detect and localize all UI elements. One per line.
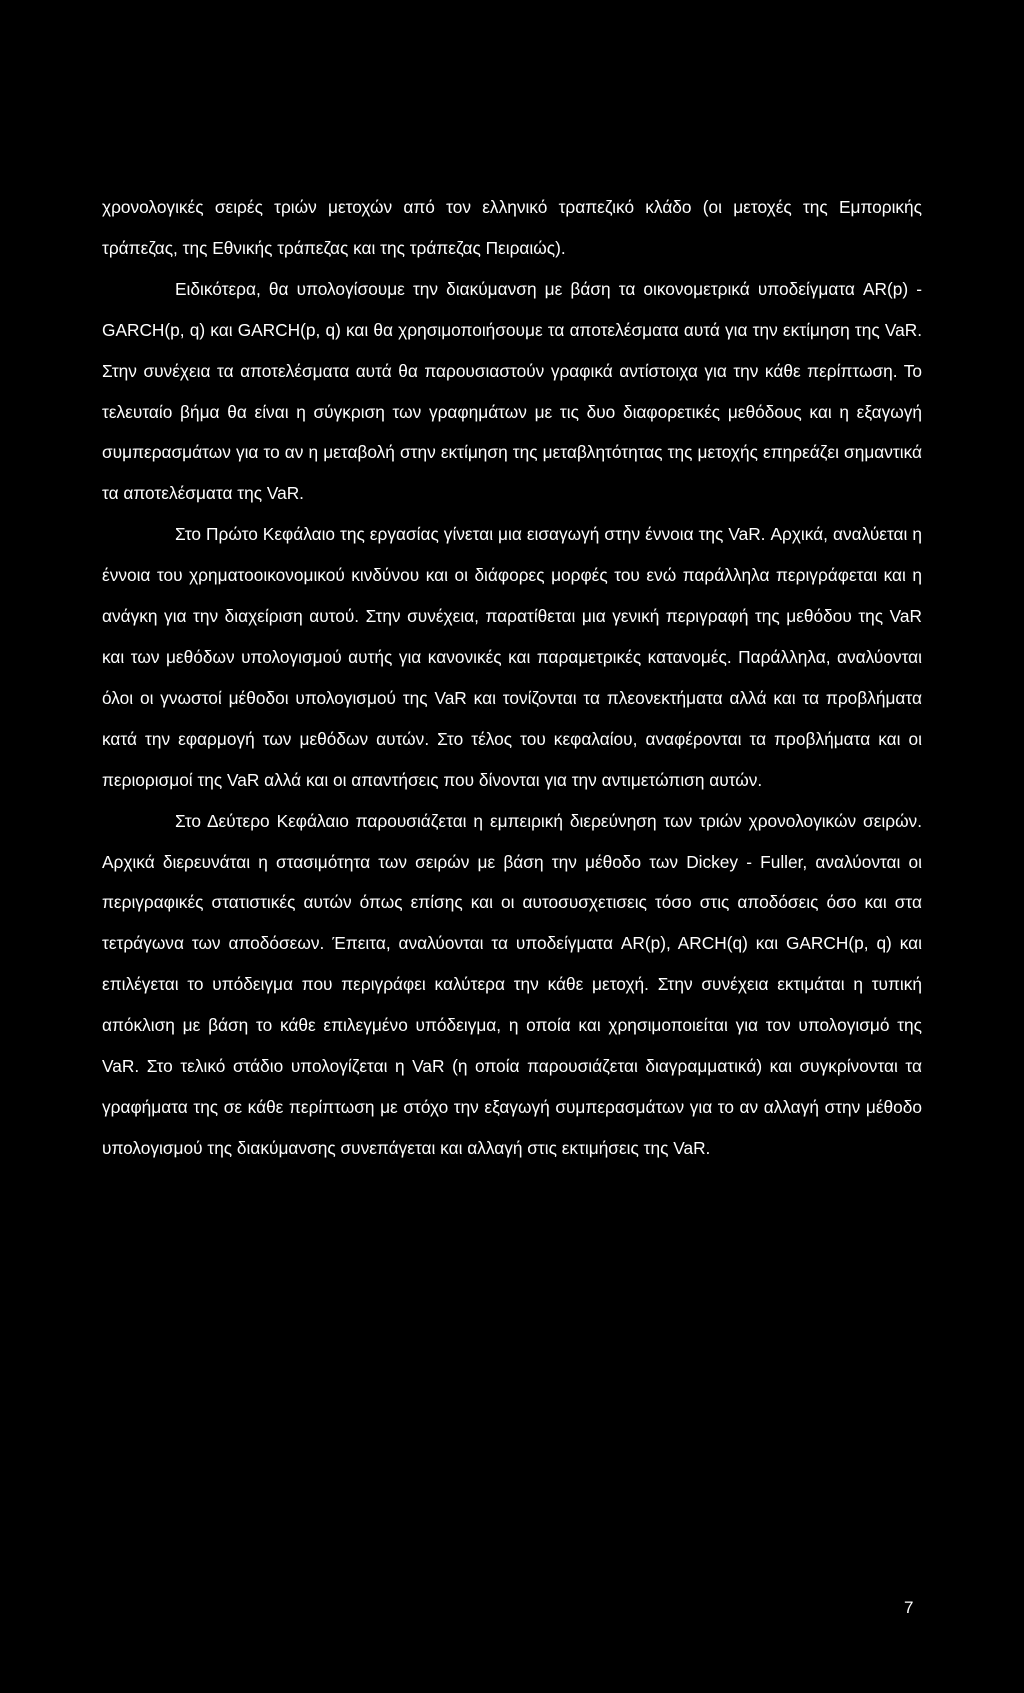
page-number: 7 — [904, 1598, 914, 1617]
paragraph-chapter-two: Στο Δεύτερο Κεφάλαιο παρουσιάζεται η εμπειρική διερεύνηση των τριών χρονολογικών σειρών. Αρχικά διερευνάται η στασιμότητα των σειρών με βάση την μέθοδο των Dickey - Fuller, αναλύονται οι περιγραφικές στατιστικές αυτών όπως επίσης και οι αυτοσυσχετισεις τόσο στις αποδόσεις όσο και στα τετράγωνα των αποδόσεων. Έπειτα, αναλύονται τα υποδείγματα AR(p), ARCH(q) και GARCH(p, q) και επιλέγεται το υπόδειγμα που περιγράφει καλύτερα την κάθε μετοχή. Στην συνέχεια εκτιμάται η τυπική απόκλιση με βάση το κάθε επιλεγμένο υπόδειγμα, η οποία και χρησιμοποιείται για τον υπολογισμό της VaR. Στο τελικό στάδιο υπολογίζεται η VaR (η οποία παρουσιάζεται διαγραμματικά) και συγκρίνονται τα γραφήματα της σε κάθε περίπτωση με στόχο την εξαγωγή συμπερασμάτων για το αν αλλαγή στην μέθοδο υπολογισμού της διακύμανσης συνεπάγεται και αλλαγή στις εκτιμήσεις της VaR. — [102, 810, 922, 1158]
page-body — [102, 187, 922, 1169]
paragraph-methodology: Ειδικότερα, θα υπολογίσουμε την διακύμανση με βάση τα οικονομετρικά υποδείγματα AR(p) - GARCH(p, q) και GARCH(p, q) και θα χρησιμοποιήσουμε τα αποτελέσματα αυτά για την εκτίμηση της VaR. Στην συνέχεια τα αποτελέσματα αυτά θα παρουσιαστούν γραφικά αντίστοιχα για την κάθε περίπτωση. Το τελευταίο βήμα θα είναι η σύγκριση των γραφημάτων με τις δυο διαφορετικές μεθόδους και η εξαγωγή συμπερασμάτων για το αν η μεταβολή στην εκτίμηση της μεταβλητότητας της μετοχής επηρεάζει σημαντικά τα αποτελέσματα της VaR. — [102, 278, 922, 504]
paragraph-chapter-one: Στο Πρώτο Κεφάλαιο της εργασίας γίνεται μια εισαγωγή στην έννοια της VaR. Αρχικά, αναλύεται η έννοια του χρηματοοικονομικού κινδύνου και οι διάφορες μορφές του ενώ παράλληλα περιγράφεται και η ανάγκη για την διαχείριση αυτού. Στην συνέχεια, παρατίθεται μια γενική περιγραφή της μεθόδου της VaR και των μεθόδων υπολογισμού αυτής για κανονικές και παραμετρικές κατανομές. Παράλληλα, αναλύονται όλοι οι γνωστοί μέθοδοι υπολογισμού της VaR και τονίζονται τα πλεονεκτήματα αλλά και τα προβλήματα κατά την εφαρμογή των μεθόδων αυτών. Στο τέλος του κεφαλαίου, αναφέρονται τα προβλήματα και οι περιορισμοί της VaR αλλά και οι απαντήσεις που δίνονται για την αντιμετώπιση αυτών. — [102, 524, 922, 790]
paragraph-continuation: χρονολογικές σειρές τριών μετοχών από τον ελληνικό τραπεζικό κλάδο (οι μετοχές της Εμπορικής τράπεζας, της Εθνικής τράπεζας και της τράπεζας Πειραιώς). — [102, 197, 922, 258]
